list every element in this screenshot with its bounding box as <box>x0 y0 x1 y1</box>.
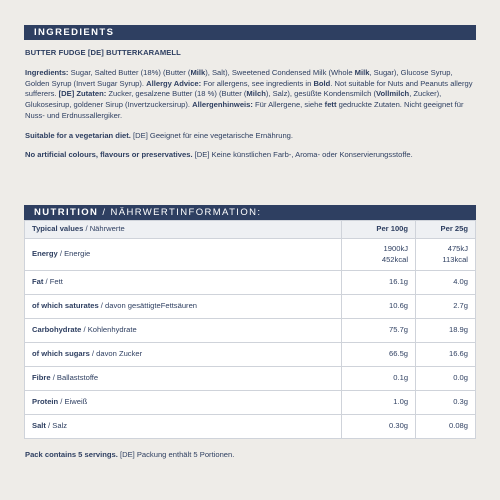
nutrient-label: Fibre / Ballaststoffe <box>25 367 342 391</box>
nutrition-header-de: / NÄHRWERTINFORMATION: <box>98 207 262 218</box>
value-per-100g: 10.6g <box>342 295 416 319</box>
servings-note-en: Pack contains 5 servings. <box>25 450 118 459</box>
value-per-25g: 0.0g <box>416 367 476 391</box>
nutrition-row <box>25 319 476 343</box>
nutrition-row <box>25 391 476 415</box>
ingredients-section <box>24 25 476 170</box>
nutrition-header <box>24 205 476 220</box>
nutrition-row <box>25 343 476 367</box>
ingredients-text: Ingredients: Sugar, Salted Butter (18%) (Butter (Milk), Salt), Sweetened Condensed Milk (Whole Milk, Sugar), Glucose Syrup, Golden Syrup (Invert Sugar Syrup). Allergy Advice: For allergens, see ingredients in Bold. Not suitable for Nuts and Peanuts allergy sufferers. [DE] Zutaten: Zucker, gesalzene Butter (18 %) (Butter (Milch), Salz), gesüßte Kondensmilch (Vollmilch, Zucker), Glukosesirup, goldener Sirup (Invertzuckersirup). Allergenhinweis: Für Allergene, siehe fett gedruckte Zutaten. Nicht geeignet für Nuss- und Erdnussallergiker. <box>25 67 473 120</box>
nutrition-header-en: NUTRITION <box>34 207 99 218</box>
nutrition-row <box>25 367 476 391</box>
nutrition-row <box>25 415 476 439</box>
nutrient-label: Carbohydrate / Kohlenhydrate <box>25 319 342 343</box>
column-label: Typical values / Nährwerte <box>25 221 342 239</box>
value-per-25g: 18.9g <box>416 319 476 343</box>
nutrient-label: of which saturates / davon gesättigteFettsäuren <box>25 295 342 319</box>
ingredients-header-text: INGREDIENTS <box>34 27 115 38</box>
nutrition-row <box>25 271 476 295</box>
servings-note <box>24 450 476 461</box>
value-per-25g: 16.6g <box>416 343 476 367</box>
nutrient-label: Salt / Salz <box>25 415 342 439</box>
value-per-25g: 2.7g <box>416 295 476 319</box>
additives-note: No artificial colours, flavours or preservatives. [DE] Keine künstlichen Farb-, Aroma- oder Konservierungsstoffe. <box>25 150 413 160</box>
nutrient-label: Energy / Energie <box>25 239 342 271</box>
ingredients-header <box>24 25 476 40</box>
nutrition-section <box>24 205 476 461</box>
value-per-25g: 4.0g <box>416 271 476 295</box>
value-per-100g: 1900kJ 452kcal <box>342 239 416 271</box>
value-per-25g: 475kJ 113kcal <box>416 239 476 271</box>
value-per-100g: 1.0g <box>342 391 416 415</box>
nutrition-table <box>24 220 476 439</box>
nutrient-label: of which sugars / davon Zucker <box>25 343 342 367</box>
value-per-100g: 66.5g <box>342 343 416 367</box>
nutrient-label: Fat / Fett <box>25 271 342 295</box>
product-name: BUTTER FUDGE [DE] BUTTERKARAMELL <box>25 48 181 57</box>
value-per-100g: 16.1g <box>342 271 416 295</box>
value-per-25g: 0.08g <box>416 415 476 439</box>
value-per-100g: 0.30g <box>342 415 416 439</box>
nutrition-row <box>25 239 476 271</box>
servings-note-de: [DE] Packung enthält 5 Portionen. <box>117 450 235 459</box>
column-per-25g: Per 25g <box>416 221 476 239</box>
value-per-100g: 0.1g <box>342 367 416 391</box>
value-per-100g: 75.7g <box>342 319 416 343</box>
value-per-25g: 0.3g <box>416 391 476 415</box>
vegetarian-note: Suitable for a vegetarian diet. [DE] Geeignet für eine vegetarische Ernährung. <box>25 130 294 140</box>
nutrition-table-header <box>25 221 476 239</box>
nutrition-row <box>25 295 476 319</box>
nutrient-label: Protein / Eiweiß <box>25 391 342 415</box>
column-per-100g: Per 100g <box>342 221 416 239</box>
